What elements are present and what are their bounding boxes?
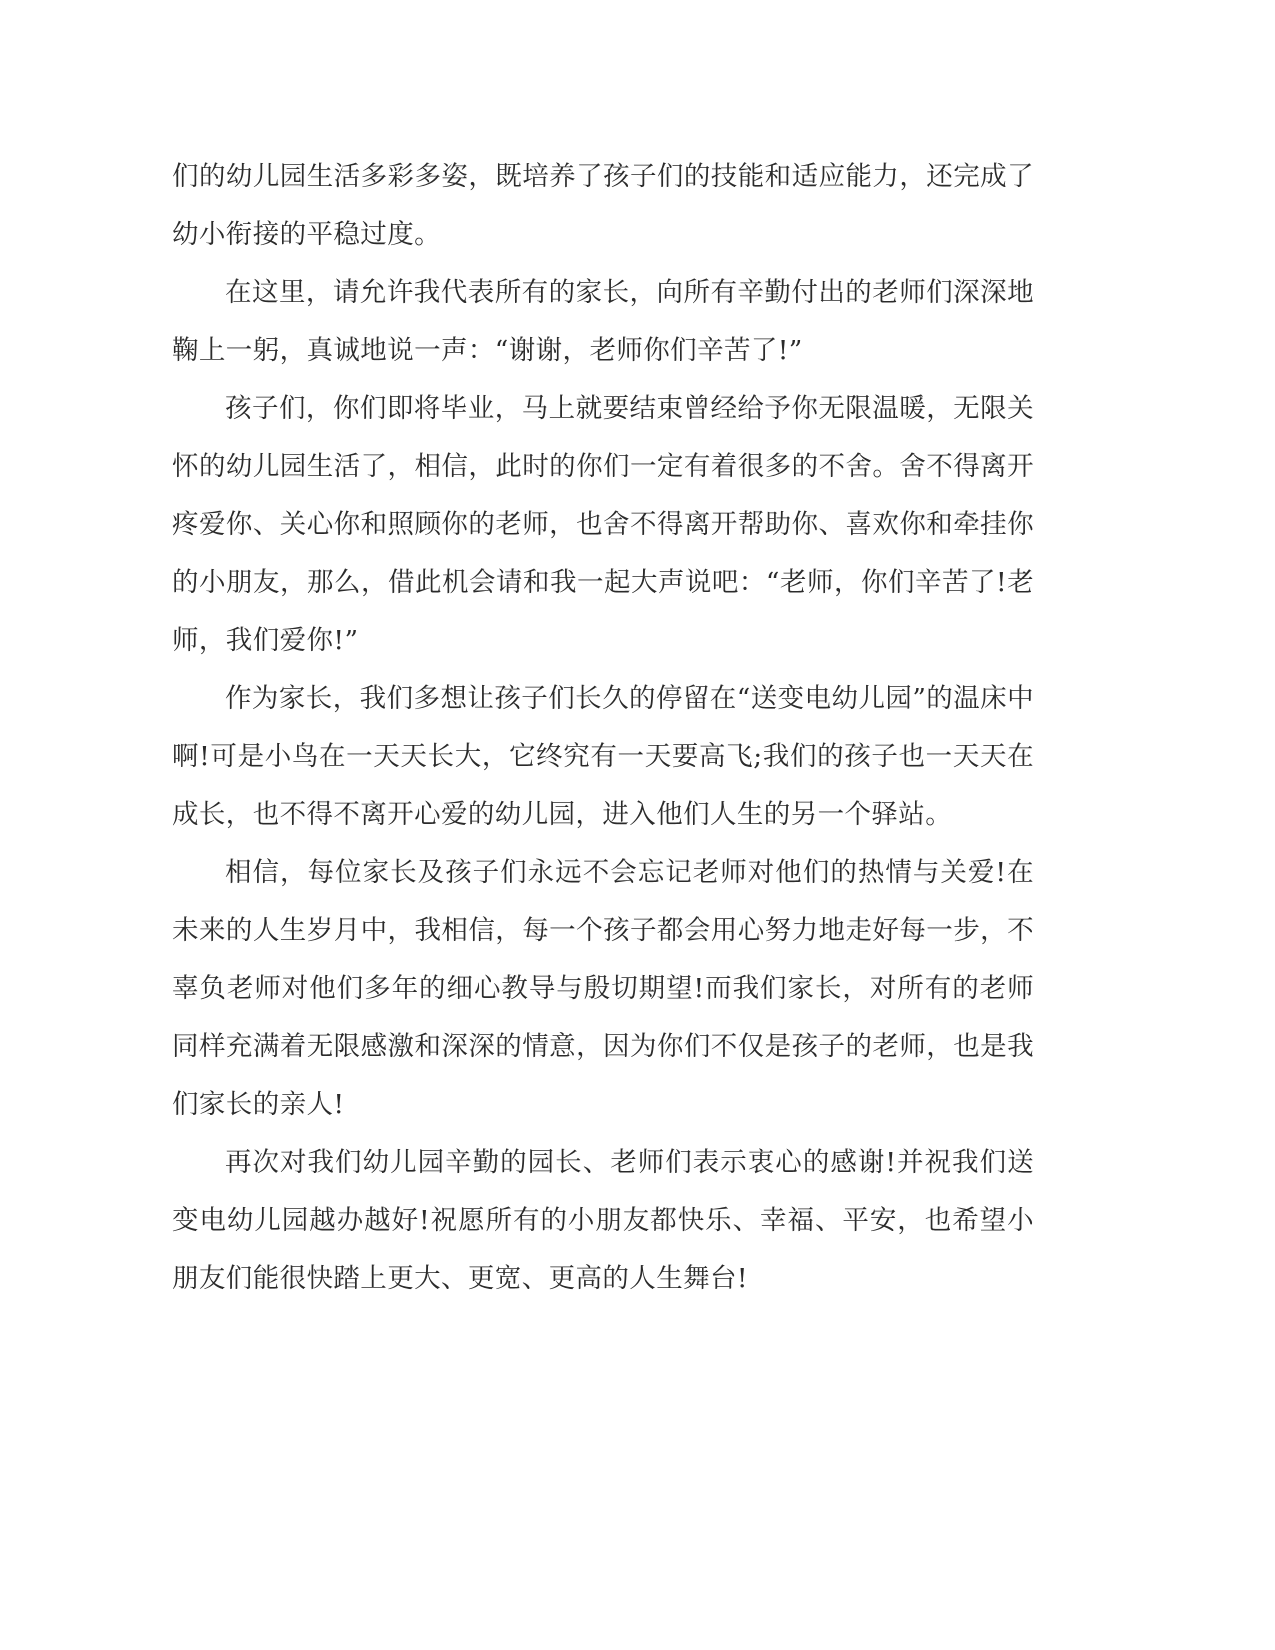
- paragraph-2: 在这里，请允许我代表所有的家长，向所有辛勤付出的老师们深深地鞠上一躬，真诚地说一声：“谢谢，老师你们辛苦了!”: [172, 277, 1034, 366]
- paragraph-5: 相信，每位家长及孩子们永远不会忘记老师对他们的热情与关爱!在未来的人生岁月中，我相信，每一个孩子都会用心努力地走好每一步，不辜负老师对他们多年的细心教导与殷切期望!而我们家长，对所有的老师同样充满着无限感激和深深的情意，因为你们不仅是孩子的老师，也是我们家长的亲人!: [172, 857, 1034, 1120]
- document-body: [172, 148, 1034, 1308]
- paragraph-3: 孩子们，你们即将毕业，马上就要结束曾经给予你无限温暖，无限关怀的幼儿园生活了，相信，此时的你们一定有着很多的不舍。舍不得离开疼爱你、关心你和照顾你的老师，也舍不得离开帮助你、喜欢你和牵挂你的小朋友，那么，借此机会请和我一起大声说吧：“老师，你们辛苦了!老师，我们爱你!”: [172, 393, 1034, 656]
- paragraph-4: 作为家长，我们多想让孩子们长久的停留在“送变电幼儿园”的温床中啊!可是小鸟在一天天长大，它终究有一天要高飞;我们的孩子也一天天在成长，也不得不离开心爱的幼儿园，进入他们人生的另一个驿站。: [172, 683, 1034, 830]
- paragraph-6: 再次对我们幼儿园辛勤的园长、老师们表示衷心的感谢!并祝我们送变电幼儿园越办越好!祝愿所有的小朋友都快乐、幸福、平安，也希望小朋友们能很快踏上更大、更宽、更高的人生舞台!: [172, 1147, 1034, 1294]
- paragraph-1: 们的幼儿园生活多彩多姿，既培养了孩子们的技能和适应能力，还完成了幼小衔接的平稳过度。: [172, 161, 1034, 250]
